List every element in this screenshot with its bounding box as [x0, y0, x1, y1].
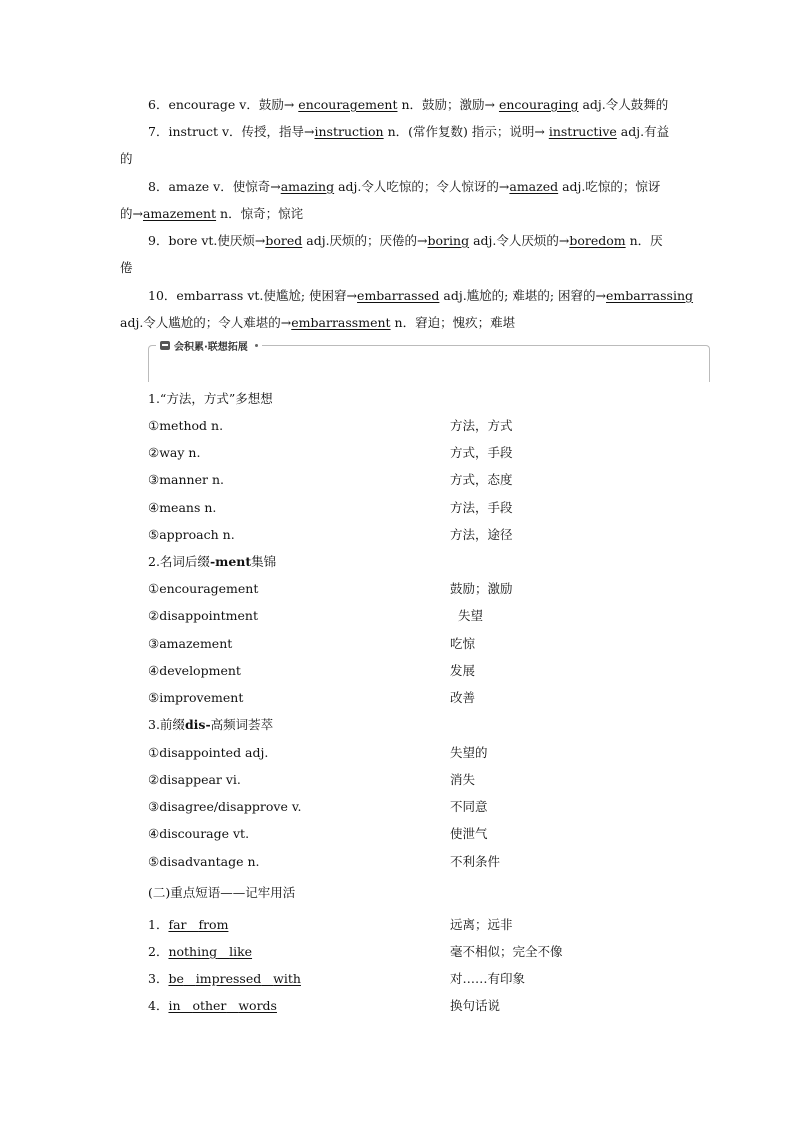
- phrase-word: with: [273, 971, 301, 986]
- phrase-word: be: [168, 971, 184, 986]
- phrase-num: 3．: [148, 971, 169, 986]
- item-en: ⑤improvement: [148, 690, 244, 705]
- group-title-1: 1.“方法，方式”多想想: [148, 391, 273, 406]
- entry-text: 的→: [120, 206, 143, 221]
- vocab-entry-10: [120, 282, 694, 336]
- entry-text: adj.有益: [616, 124, 670, 139]
- phrase-cn: 远离；远非: [450, 917, 513, 932]
- entry-text: adj.令人厌烦的→: [469, 233, 570, 248]
- item-cn: 改善: [450, 690, 476, 705]
- item-cn: 方法，手段: [450, 500, 513, 515]
- phrase-en: [148, 911, 228, 938]
- answer-blank: amazement: [142, 206, 217, 221]
- phrase-cn: 毫不相似；完全不像: [450, 944, 563, 959]
- entry-text: adj.令人吃惊的；令人惊讶的→: [334, 179, 510, 194]
- phrase-cn: 换句话说: [450, 998, 501, 1013]
- entry-text: adj.令人尴尬的；令人难堪的→: [120, 315, 292, 330]
- group-title-2: [148, 548, 276, 575]
- entry-text: 倦: [120, 260, 133, 275]
- answer-blank: encouraging: [498, 97, 579, 112]
- list-item: [148, 521, 688, 548]
- phrase-word: words: [238, 998, 277, 1013]
- entry-text: n．厌: [625, 233, 663, 248]
- item-en: ④discourage vt.: [148, 826, 250, 841]
- entry-text: 9．bore vt.使厌烦→: [148, 233, 266, 248]
- answer-blank: boredom: [569, 233, 626, 248]
- entry-text: 6．encourage v．鼓励→: [148, 97, 299, 112]
- list-item: [148, 848, 688, 875]
- group-title-3: [148, 711, 273, 738]
- answer-blank: embarrassment: [291, 315, 391, 330]
- phrase-word: from: [198, 917, 229, 932]
- title-text: 2.名词后缀: [148, 554, 210, 569]
- list-item: [148, 412, 688, 439]
- entry-text: n．(常作复数) 指示；说明→: [383, 124, 549, 139]
- entry-text: adj.吃惊的；惊讶: [558, 179, 661, 194]
- item-en: ①disappointed adj.: [148, 745, 269, 760]
- phrase-cn: 对……有印象: [450, 971, 526, 986]
- title-text: 高频词荟萃: [210, 717, 274, 732]
- answer-blank: instruction: [314, 124, 384, 139]
- entry-text: 7．instruct v．传授，指导→: [148, 124, 315, 139]
- item-cn: 使泄气: [450, 826, 488, 841]
- title-bold: dis-: [184, 717, 211, 732]
- item-en: ④development: [148, 663, 241, 678]
- phrase-num: 2．: [148, 944, 169, 959]
- list-item: [148, 494, 688, 521]
- item-en: ⑤disadvantage n.: [148, 854, 260, 869]
- phrase-word: in: [168, 998, 181, 1013]
- phrase-word: nothing: [168, 944, 218, 959]
- answer-blank: instructive: [548, 124, 617, 139]
- item-en: ①method n.: [148, 418, 224, 433]
- entry-text: adj.厌烦的；厌倦的→: [302, 233, 428, 248]
- list-item: [148, 766, 688, 793]
- list-item: [148, 575, 688, 602]
- item-cn: 失望的: [450, 745, 488, 760]
- item-en: ①encouragement: [148, 581, 259, 596]
- entry-text: 8．amaze v．使惊奇→: [148, 179, 281, 194]
- entry-text: adj.尴尬的; 难堪的; 困窘的→: [439, 288, 607, 303]
- item-cn: 消失: [450, 772, 476, 787]
- item-en: ②disappointment: [148, 608, 258, 623]
- list-item: [148, 739, 688, 766]
- vocab-entry-6: [120, 91, 676, 118]
- item-cn: 不利条件: [450, 854, 501, 869]
- dot-icon: [255, 344, 258, 347]
- item-cn: 方法，方式: [450, 418, 513, 433]
- phrase-word: other: [192, 998, 227, 1013]
- phrase-word: far: [168, 917, 187, 932]
- item-en: ④means n.: [148, 500, 217, 515]
- item-cn: 失望: [458, 608, 484, 623]
- item-en: ③amazement: [148, 636, 233, 651]
- phrase-num: 4．: [148, 998, 169, 1013]
- section-tag-label: 会积累·联想拓展: [174, 342, 248, 353]
- item-cn: 方式，态度: [450, 472, 513, 487]
- vocab-entry-9: [120, 227, 676, 281]
- answer-blank: embarrassing: [606, 288, 694, 303]
- answer-blank: encouragement: [298, 97, 398, 112]
- title-text: 3.前缀: [148, 717, 185, 732]
- item-cn: 方式，手段: [450, 445, 513, 460]
- phrase-en: [148, 938, 252, 965]
- list-item: [148, 466, 688, 493]
- item-cn: 鼓励；激励: [450, 581, 513, 596]
- entry-text: n．窘迫；愧疚；难堪: [390, 315, 516, 330]
- phrase-en: [148, 965, 301, 992]
- entry-text: 的: [120, 151, 133, 166]
- answer-blank: amazed: [509, 179, 559, 194]
- item-en: ②disappear vi.: [148, 772, 241, 787]
- list-item: [148, 630, 688, 657]
- section-tag: [156, 338, 262, 353]
- vocab-entry-7: [120, 118, 676, 172]
- item-en: ③manner n.: [148, 472, 224, 487]
- entry-text: 10．embarrass vt.使尴尬; 使困窘→: [148, 288, 358, 303]
- answer-blank: amazing: [280, 179, 335, 194]
- list-item: [148, 684, 688, 711]
- entry-text: adj.令人鼓舞的: [578, 97, 669, 112]
- phrases-title: (二)重点短语——记牢用活: [148, 885, 296, 900]
- entry-text: n．惊奇；惊诧: [216, 206, 304, 221]
- phrase-num: 1．: [148, 917, 169, 932]
- phrase-row: [148, 992, 688, 1019]
- phrase-row: [148, 965, 688, 992]
- list-item: [148, 793, 688, 820]
- item-en: ②way n.: [148, 445, 201, 460]
- list-item: [148, 602, 688, 629]
- title-bold: -ment: [209, 554, 252, 569]
- list-item: [148, 439, 688, 466]
- phrase-row: [148, 938, 688, 965]
- item-en: ③disagree/disapprove v.: [148, 799, 302, 814]
- vocab-entry-8: [120, 173, 676, 227]
- list-item: [148, 820, 688, 847]
- item-cn: 方法，途径: [450, 527, 513, 542]
- title-text: 集锦: [251, 554, 277, 569]
- phrase-en: [148, 992, 277, 1019]
- section-icon: [160, 341, 170, 350]
- answer-blank: embarrassed: [357, 288, 440, 303]
- phrase-row: [148, 911, 688, 938]
- phrase-word: like: [229, 944, 253, 959]
- list-item: [148, 657, 688, 684]
- item-en: ⑤approach n.: [148, 527, 235, 542]
- entry-text: n．鼓励；激励→: [397, 97, 499, 112]
- item-cn: 吃惊: [450, 636, 476, 651]
- phrase-word: impressed: [195, 971, 262, 986]
- item-cn: 发展: [450, 663, 476, 678]
- answer-blank: boring: [427, 233, 470, 248]
- item-cn: 不同意: [450, 799, 488, 814]
- answer-blank: bored: [265, 233, 303, 248]
